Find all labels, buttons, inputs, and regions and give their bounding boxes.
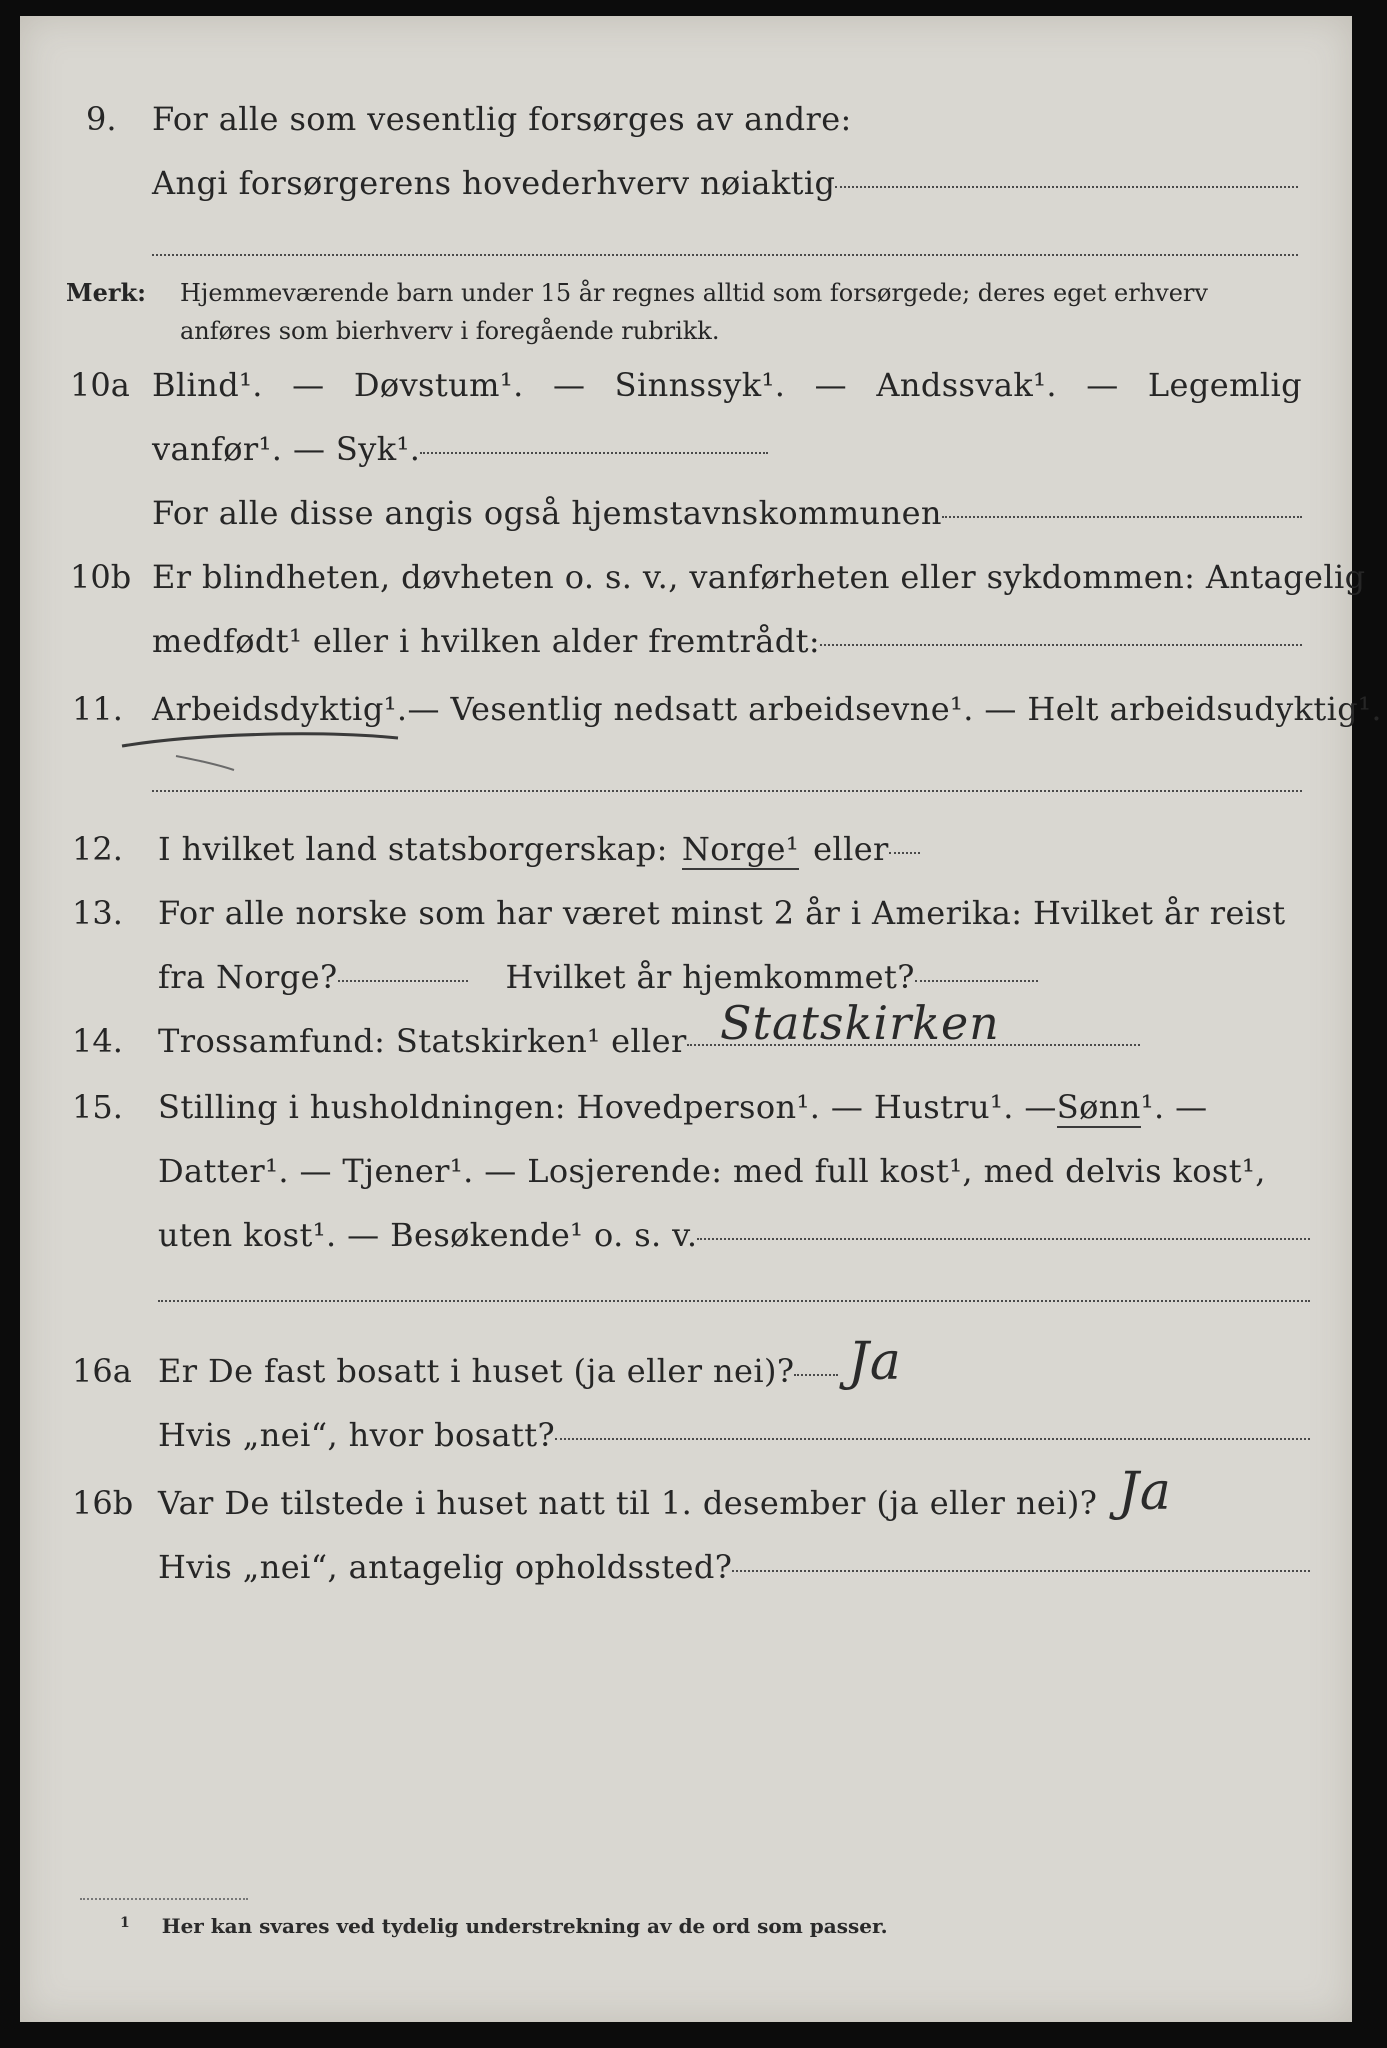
q12-text: I hvilket land statsborgerskap: <box>158 830 668 868</box>
q16b-line2-text: Hvis „nei“, antagelig opholdssted? <box>158 1548 733 1586</box>
form-page <box>20 16 1382 2022</box>
q16b-number: 16b <box>72 1484 134 1522</box>
q15-line3-text: uten kost¹. — Besøkende¹ o. s. v. <box>158 1216 698 1254</box>
q9-line2 <box>152 164 1298 202</box>
q13-line2 <box>158 958 1038 996</box>
q16a-line1 <box>158 1352 838 1390</box>
q10b-line1: Er blindheten, døvheten o. s. v., vanførheten eller sykdommen: Antagelig <box>152 558 1366 596</box>
q13-ask2: Hvilket år hjemkommet? <box>505 958 915 996</box>
q10a-andssvak[interactable]: Andssvak¹. <box>876 366 1057 404</box>
q11-arbeidsdyktig[interactable]: Arbeidsdyktig¹. <box>152 690 408 728</box>
q15-sonn[interactable]: Sønn <box>1056 1088 1141 1126</box>
q11-answer-line[interactable] <box>152 790 1302 792</box>
q13-line1: For alle norske som har været minst 2 år i Amerika: Hvilket år reist <box>158 894 1286 932</box>
q9-answer-field[interactable] <box>835 186 1298 188</box>
footnote: $^1$ Her kan svares ved tydelig understrekning av de ord som passer. <box>120 1914 888 1938</box>
q13-reist-field[interactable] <box>338 980 468 982</box>
q15-answer-line2[interactable] <box>158 1300 1310 1302</box>
q16a-handwritten-answer: Ja <box>848 1332 902 1392</box>
q10a-legemlig[interactable]: Legemlig <box>1147 366 1302 404</box>
q11-number: 11. <box>72 690 123 728</box>
q13-number: 13. <box>72 894 123 932</box>
merk-label: Merk: <box>66 278 146 307</box>
q16a-line2-text: Hvis „nei“, hvor bosatt? <box>158 1416 556 1454</box>
footnote-divider <box>80 1898 248 1900</box>
q16b-opphold-field[interactable] <box>732 1570 1310 1572</box>
q10a-hjemstavn-field[interactable] <box>942 516 1302 518</box>
q16a-line1-text: Er De fast bosatt i huset (ja eller nei)? <box>158 1352 795 1390</box>
q11-line1 <box>152 690 1382 728</box>
q15-line2: Datter¹. — Tjener¹. — Losjerende: med full kost¹, med delvis kost¹, <box>158 1152 1266 1190</box>
q15-line1b: ¹. — <box>1140 1088 1208 1126</box>
q15-number: 15. <box>72 1088 123 1126</box>
q9-number: 9. <box>86 100 117 138</box>
q15-answer-field[interactable] <box>697 1238 1310 1240</box>
q14-handwritten-answer: Statskirken <box>720 996 1000 1050</box>
q10a-line3-text: For alle disse angis også hjemstavnskommunen <box>152 494 942 532</box>
q13-hjemkommet-field[interactable] <box>915 980 1038 982</box>
q14-text: Trossamfund: Statskirken¹ eller <box>158 1022 687 1060</box>
q12-answer-field[interactable] <box>889 852 920 854</box>
q10a-line3 <box>152 494 1302 532</box>
q16b-line1-text: Var De tilstede i huset natt til 1. desember (ja eller nei)? <box>158 1484 1098 1522</box>
q15-line3 <box>158 1216 1310 1254</box>
q16a-answer-field[interactable] <box>794 1374 838 1376</box>
q10b-line2 <box>152 622 1302 660</box>
q12-number: 12. <box>72 830 123 868</box>
q14-number: 14. <box>72 1022 123 1060</box>
q16b-handwritten-answer: Ja <box>1118 1462 1172 1522</box>
q10a-number: 10a <box>70 366 130 404</box>
q16b-line1 <box>158 1484 1108 1522</box>
merk-line2: anføres som bierhverv i foregående rubrikk. <box>180 317 720 345</box>
q15-line1 <box>158 1088 1208 1128</box>
q10b-answer-field[interactable] <box>820 644 1302 646</box>
q15-line1a: Stilling i husholdningen: Hovedperson¹. — Hustru¹. — <box>158 1088 1057 1126</box>
q10a-answer-field[interactable] <box>420 452 768 454</box>
q10b-line2-text: medfødt¹ eller i hvilken alder fremtrådt: <box>152 622 821 660</box>
q10a-line1: Blind¹. — Døvstum¹. — Sinnssyk¹. — Andssvak¹. — Legemlig <box>152 366 1302 404</box>
q10a-dovstum[interactable]: Døvstum¹. <box>353 366 524 404</box>
q10a-line2 <box>152 430 768 468</box>
q10a-line2-text: vanfør¹. — Syk¹. <box>152 430 421 468</box>
q12-norge[interactable]: Norge¹ <box>681 830 800 868</box>
q10a-blind[interactable]: Blind¹. <box>152 366 263 404</box>
q10b-number: 10b <box>70 558 132 596</box>
q13-ask1: fra Norge? <box>158 958 338 996</box>
q10a-sinnssyk[interactable]: Sinnssyk¹. <box>614 366 786 404</box>
q16a-line2 <box>158 1416 1310 1454</box>
q16b-line2 <box>158 1548 1310 1586</box>
merk-text <box>180 274 1298 350</box>
q9-line2-text: Angi forsørgerens hovederhverv nøiaktig <box>152 164 836 202</box>
footnote-text: Her kan svares ved tydelig understrekning av de ord som passer. <box>161 1914 888 1938</box>
q12-line1: I hvilket land statsborgerskap: Norge¹ eller <box>158 830 920 870</box>
merk-line1: Hjemmeværende barn under 15 år regnes alltid som forsørgede; deres eget erhverv <box>180 279 1208 307</box>
q11-handwritten-underline <box>116 724 416 772</box>
q9-line1: For alle som vesentlig forsørges av andre: <box>152 100 852 138</box>
q9-answer-line2[interactable] <box>152 254 1298 256</box>
q16a-number: 16a <box>72 1352 132 1390</box>
q11-rest: — Vesentlig nedsatt arbeidsevne¹. — Helt arbeidsudyktig¹. <box>407 690 1382 728</box>
q16a-bosatt-field[interactable] <box>555 1438 1310 1440</box>
